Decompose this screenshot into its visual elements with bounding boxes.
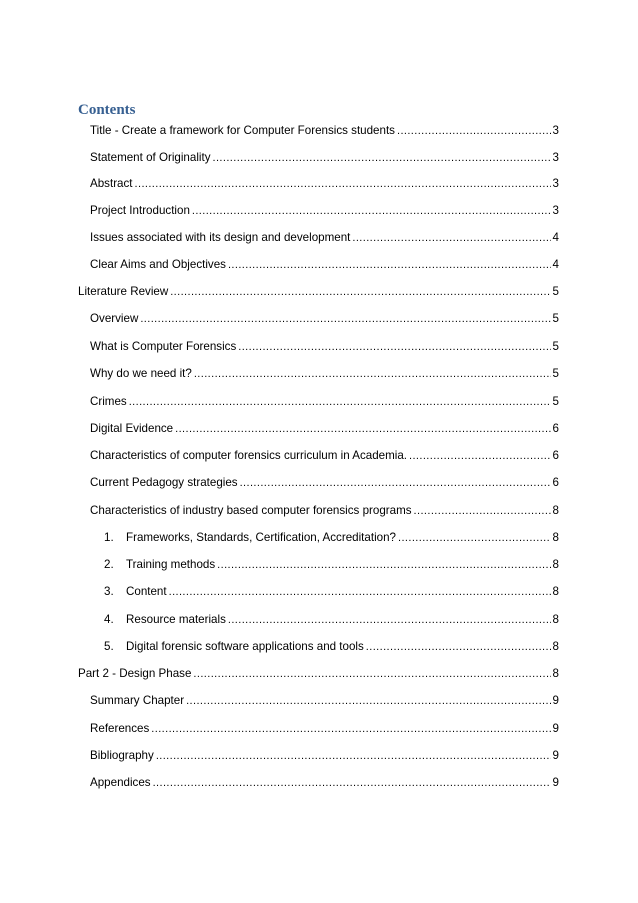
toc-entry[interactable]: Characteristics of computer forensics curriculum in Academia. ..... 6 (90, 449, 559, 465)
toc-entry[interactable]: 5. Digital forensic software applications and tools ..... 8 (104, 640, 559, 656)
toc-heading: Contents (78, 102, 136, 118)
toc-entry[interactable]: 4. Resource materials ..... 8 (104, 613, 559, 629)
toc-entry[interactable]: Why do we need it? ..... 5 (90, 367, 559, 383)
toc-entry[interactable]: Bibliography ..... 9 (90, 749, 559, 765)
toc-entry[interactable]: Part 2 - Design Phase ..... 8 (78, 667, 559, 683)
toc-entry[interactable]: Statement of Originality ..... 3 (90, 151, 559, 167)
toc-entry[interactable]: Title - Create a framework for Computer Forensics students ..... 3 (90, 124, 559, 140)
toc-entry[interactable]: What is Computer Forensics ..... 5 (90, 340, 559, 356)
toc-entry[interactable]: Project Introduction ..... 3 (90, 204, 559, 220)
toc-entry[interactable]: Digital Evidence ..... 6 (90, 422, 559, 438)
toc-entry[interactable]: Characteristics of industry based computer forensics programs ..... 8 (90, 504, 559, 520)
toc-entry[interactable]: 1. Frameworks, Standards, Certification, Accreditation? ..... 8 (104, 531, 559, 547)
toc-entry[interactable]: Summary Chapter ..... 9 (90, 694, 559, 710)
toc-entry[interactable]: Clear Aims and Objectives ..... 4 (90, 258, 559, 274)
toc-entry[interactable]: Crimes ..... 5 (90, 395, 559, 411)
toc-entry[interactable]: Appendices ..... 9 (90, 776, 559, 792)
toc-entry[interactable]: Abstract ..... 3 (90, 177, 559, 193)
toc-entry[interactable]: 2. Training methods ..... 8 (104, 558, 559, 574)
toc-entry[interactable]: 3. Content ..... 8 (104, 585, 559, 601)
toc-entry[interactable]: Overview ..... 5 (90, 312, 559, 328)
toc-entry[interactable]: Literature Review ..... 5 (78, 285, 559, 301)
toc-entry[interactable]: Issues associated with its design and development ..... 4 (90, 231, 559, 247)
toc-entry[interactable]: Current Pedagogy strategies ..... 6 (90, 476, 559, 492)
toc-entry[interactable]: References ..... 9 (90, 722, 559, 738)
